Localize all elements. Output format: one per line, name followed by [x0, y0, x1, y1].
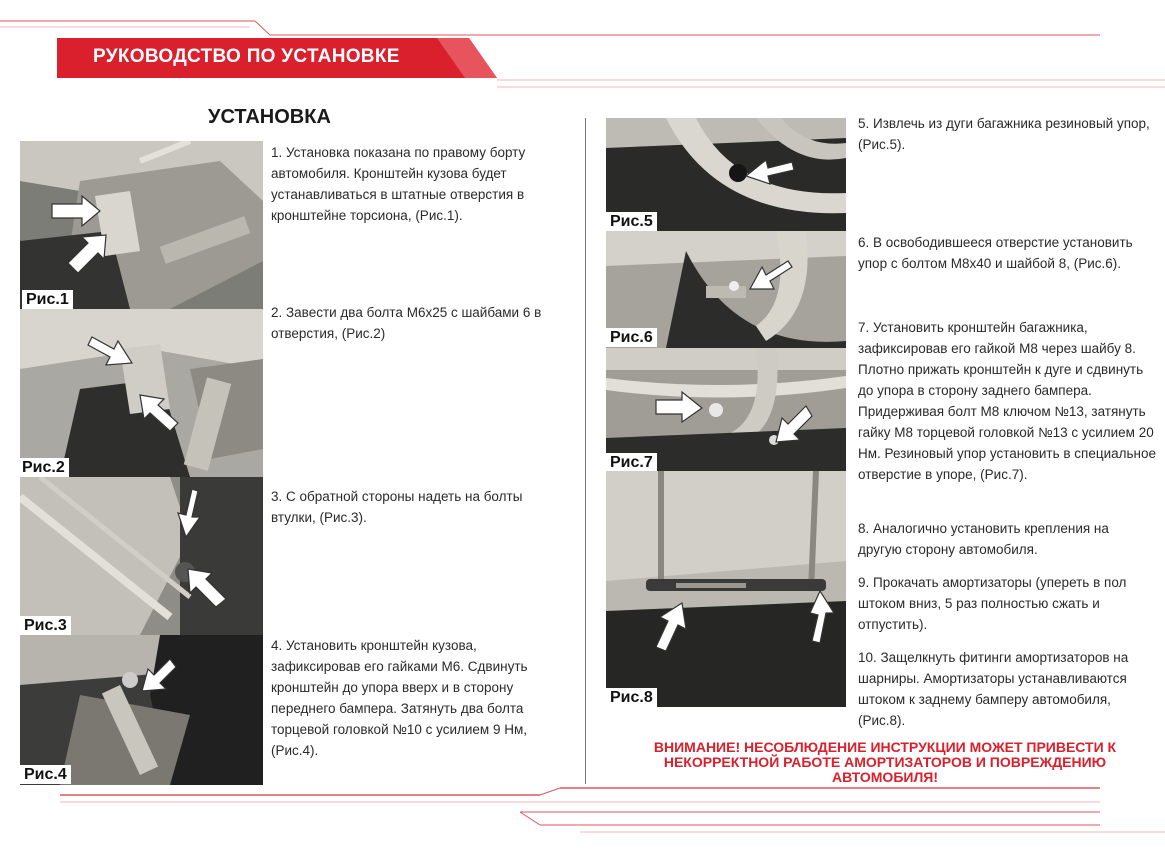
column-divider	[585, 118, 586, 784]
figure-1-label: Рис.1	[22, 290, 73, 309]
figure-4-photo	[20, 635, 263, 785]
step-7-text: 7. Установить кронштейн багажника, зафиксировав его гайкой М8 через шайбу 8. Плотно прижать кронштейн к дуге и сдвинуть до упора в сторону заднего бампера. Придерживая болт М8 ключом №13, затянуть гайку М8 торцевой головкой №13 с усилием 20 Нм. Резиновый упор установить в специальное отверстие в упоре, (Рис.7).	[858, 320, 1157, 482]
step-6-text: 6. В освободившееся отверстие установить упор с болтом М8х40 и шайбой 8, (Рис.6).	[858, 235, 1133, 271]
figure-3-label: Рис.3	[20, 616, 71, 635]
step-9-text: 9. Прокачать амортизаторы (упереть в пол штоком вниз, 5 раз полностью сжать и отпустить).	[858, 575, 1127, 632]
figure-8-label: Рис.8	[606, 688, 657, 707]
figure-2-photo	[20, 309, 263, 477]
step-10-text: 10. Защелкнуть фитинги амортизаторов на шарниры. Амортизаторы устанавливаются штоком к заднему бамперу автомобиля, (Рис.8).	[858, 650, 1129, 728]
figure-5-label: Рис.5	[606, 212, 657, 231]
figure-1-photo	[20, 141, 263, 309]
section-title: УСТАНОВКА	[208, 106, 331, 128]
step-8-text: 8. Аналогично установить крепления на другую сторону автомобиля.	[858, 521, 1109, 557]
figure-2-label: Рис.2	[18, 458, 69, 477]
step-3-text: 3. С обратной стороны надеть на болты втулки, (Рис.3).	[271, 489, 523, 525]
warning-notice	[635, 740, 1135, 785]
figure-6-label: Рис.6	[606, 328, 657, 347]
step-1-text: 1. Установка показана по правому борту автомобиля. Кронштейн кузова будет устанавливаться в штатные отверстия в кронштейне торсиона, (Рис.1).	[271, 145, 526, 223]
step-4-text: 4. Установить кронштейн кузова, зафиксировав его гайками М6. Сдвинуть кронштейн до упора вверх и в сторону переднего бампера. Затянуть два болта торцевой головкой №10 с усилием 9 Нм, (Рис.4).	[271, 638, 528, 758]
figure-8-photo	[606, 471, 846, 707]
warning-line-1: ВНИМАНИЕ! НЕСОБЛЮДЕНИЕ ИНСТРУКЦИИ МОЖЕТ ПРИВЕСТИ К	[653, 739, 1117, 755]
figure-4-label: Рис.4	[20, 765, 71, 784]
step-2-text: 2. Завести два болта М6х25 с шайбами 6 в отверстия, (Рис.2)	[271, 305, 542, 341]
page-title: РУКОВОДСТВО ПО УСТАНОВКЕ	[93, 46, 400, 67]
warning-line-2: НЕКОРРЕКТНОЙ РАБОТЕ АМОРТИЗАТОРОВ И ПОВРЕЖДЕНИЮ	[663, 754, 1107, 770]
step-5-text: 5. Извлечь из дуги багажника резиновый упор, (Рис.5).	[858, 116, 1150, 152]
warning-line-3: АВТОМОБИЛЯ!	[831, 769, 938, 785]
figure-7-label: Рис.7	[606, 453, 657, 472]
figure-3-photo	[20, 477, 263, 635]
